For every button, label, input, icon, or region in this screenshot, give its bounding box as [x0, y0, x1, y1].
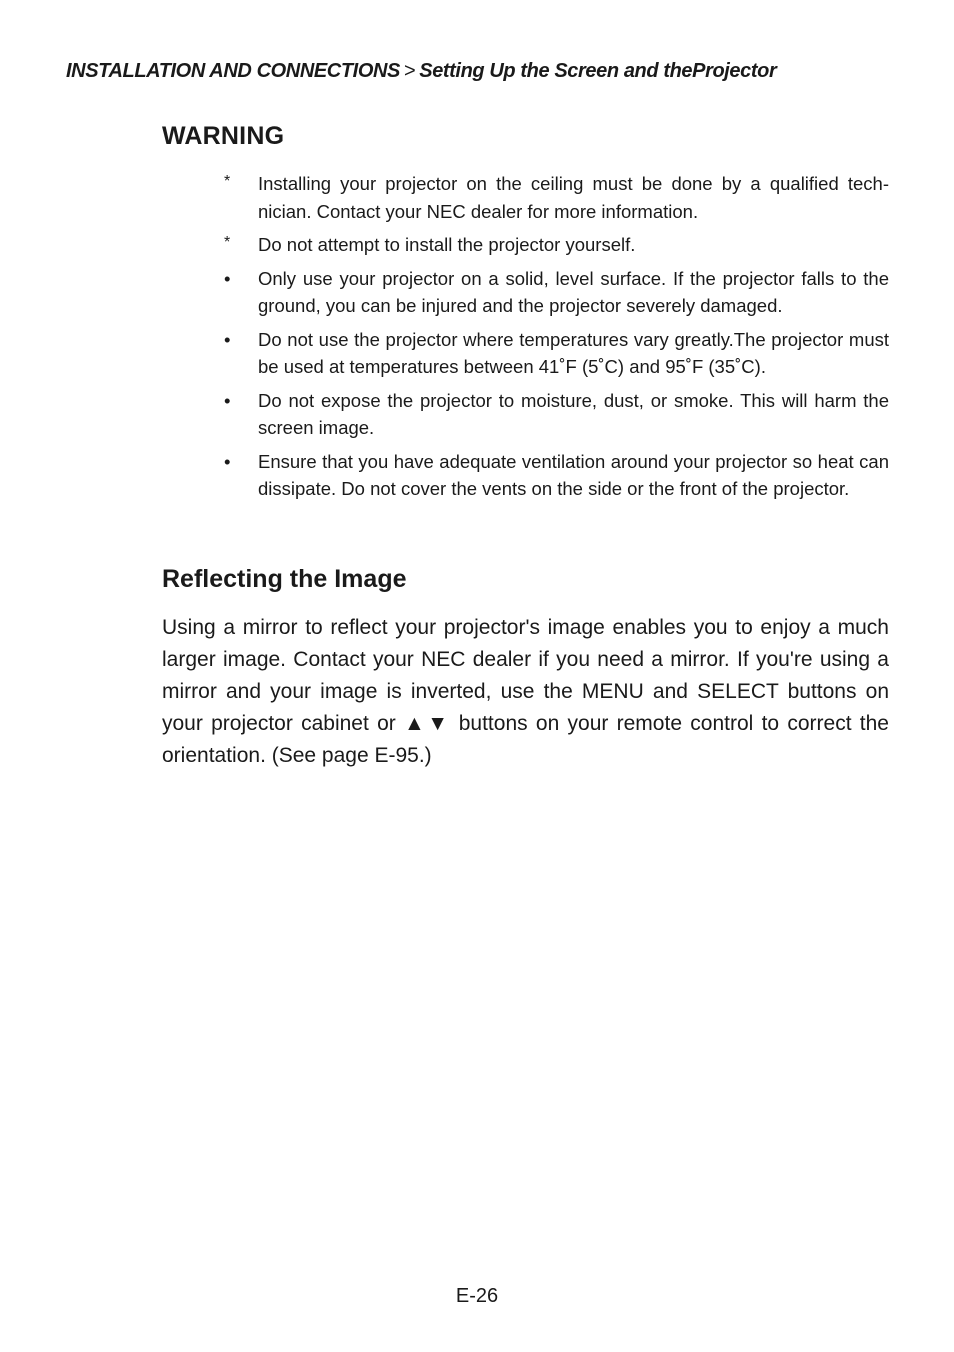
warning-item	[222, 265, 889, 320]
header-section: INSTALLATION AND CONNECTIONS	[66, 60, 400, 82]
warning-item-text: Do not use the projector where temperatures vary greatly.The projector must be used at temperatures between 41˚F (5˚C) and 95˚F (35˚C).	[258, 328, 889, 377]
header-subsection: Setting Up the Screen and theProjector	[419, 60, 777, 82]
warning-item	[222, 231, 889, 259]
asterisk-marker: *	[224, 234, 231, 251]
warning-item-text: Installing your projector on the ceiling must be done by a qualified tech-nician. Contact your NEC dealer for more information.	[258, 173, 889, 222]
warning-heading: WARNING	[162, 122, 285, 150]
warning-list	[222, 170, 889, 509]
warning-item	[222, 326, 889, 381]
reflecting-body: Using a mirror to reflect your projector's image enables you to enjoy a much larger image. Contact your NEC dealer if you need a mirror. If you're using a mirror and your image is inverted, use the MENU and SELECT buttons on your projector cabinet or ▲▼ buttons on your remote control to correct the orientation. (See page E-95.)	[162, 616, 889, 767]
warning-item	[222, 448, 889, 503]
header-separator: >	[403, 60, 416, 82]
page-number: E-26	[455, 1285, 499, 1307]
bullet-marker: •	[224, 450, 231, 472]
bullet-marker: •	[224, 267, 231, 289]
warning-item-text: Ensure that you have adequate ventilation around your projector so heat can dissipate. Do not cover the vents on the side or the front of the projector.	[258, 450, 889, 499]
asterisk-marker: *	[224, 173, 231, 190]
warning-item-text: Only use your projector on a solid, level surface. If the projector falls to the ground, you can be injured and the projector severely damaged.	[258, 267, 889, 316]
bullet-marker: •	[224, 328, 231, 350]
warning-item-text: Do not expose the projector to moisture, dust, or smoke. This will harm the screen image.	[258, 389, 889, 438]
warning-item	[222, 170, 889, 225]
running-header	[66, 60, 926, 83]
warning-item-text: Do not attempt to install the projector yourself.	[258, 234, 636, 255]
reflecting-heading: Reflecting the Image	[162, 565, 407, 593]
warning-item	[222, 387, 889, 442]
bullet-marker: •	[224, 389, 231, 411]
